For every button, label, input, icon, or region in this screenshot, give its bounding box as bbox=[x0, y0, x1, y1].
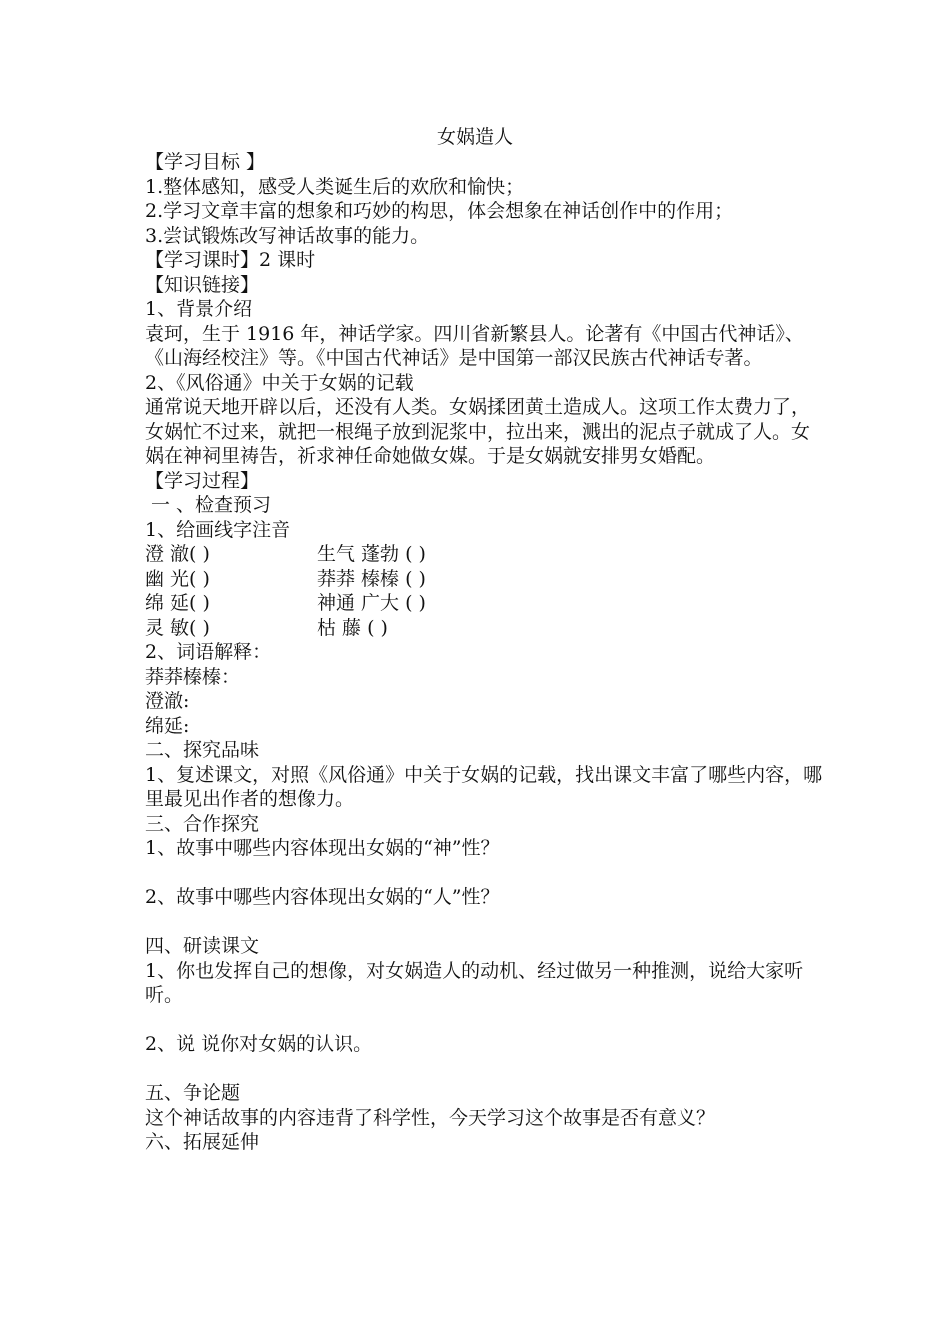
pinyin-question: 1、给画线字注音 bbox=[145, 518, 291, 541]
document-title: 女娲造人 bbox=[436, 126, 513, 148]
section-3-question-1: 1、故事中哪些内容体现出女娲的“神”性？ bbox=[145, 837, 500, 859]
record-title: 2、《风俗通》中关于女娲的记载 bbox=[145, 371, 414, 394]
pinyin-item: 神通 广大 ( ) bbox=[317, 592, 426, 614]
pinyin-item: 幽 光( ) bbox=[145, 567, 210, 590]
section-4-heading: 四、研读课文 bbox=[145, 935, 260, 957]
pinyin-row bbox=[145, 616, 825, 641]
section-5-question: 这个神话故事的内容违背了科学性，今天学习这个故事是否有意义？ bbox=[145, 1106, 716, 1129]
section-2-question: 1、复述课文，对照《风俗通》中关于女娲的记载，找出课文丰富了哪些内容，哪里最见出作者的想像力。 bbox=[145, 763, 823, 810]
answer-space bbox=[145, 861, 825, 886]
goal-item: 1.整体感知，感受人类诞生后的欢欣和愉快； bbox=[145, 175, 525, 198]
process-heading: 【学习过程】 bbox=[145, 469, 260, 492]
knowledge-heading: 【知识链接】 bbox=[145, 273, 260, 296]
goal-item: 3.尝试锻炼改写神话故事的能力。 bbox=[145, 224, 430, 247]
background-title: 1、背景介绍 bbox=[145, 298, 253, 320]
section-5-heading: 五、争论题 bbox=[145, 1082, 241, 1104]
section-3-heading: 三、合作探究 bbox=[145, 812, 260, 835]
pinyin-row bbox=[145, 567, 825, 592]
pinyin-item: 生气 蓬勃 ( ) bbox=[317, 543, 426, 565]
answer-space bbox=[145, 910, 825, 935]
section-4-question-2: 2、说 说你对女娲的认识。 bbox=[145, 1033, 373, 1055]
answer-space bbox=[145, 1008, 825, 1033]
vocab-question: 2、词语解释： bbox=[145, 641, 272, 663]
section-4-question-1: 1、你也发挥自己的想像，对女娲造人的动机、经过做另一种推测，说给大家听听。 bbox=[145, 959, 804, 1006]
record-text: 通常说天地开辟以后，还没有人类。女娲揉团黄土造成人。这项工作太费力了，女娲忙不过来，就把一根绳子放到泥浆中，拉出来，溅出的泥点子就成了人。女娲在神祠里祷告，祈求神任命她做女媒。于是女娲就安排男女婚配。 bbox=[145, 396, 811, 467]
section-1-heading: 一 、检查预习 bbox=[151, 494, 272, 516]
section-3-question-2: 2、故事中哪些内容体现出女娲的“人”性？ bbox=[145, 886, 500, 908]
document-body bbox=[145, 150, 825, 1155]
vocab-term: 绵延: bbox=[145, 714, 190, 737]
pinyin-item: 枯 藤 ( ) bbox=[317, 616, 388, 639]
background-text: 袁珂，生于 1916 年，神话学家。四川省新繁县人。论著有《中国古代神话》、《山海经校注》等。《中国古代神话》是中国第一部汉民族古代神话专著。 bbox=[145, 322, 804, 369]
answer-space bbox=[145, 1057, 825, 1082]
pinyin-item: 澄 澈( ) bbox=[145, 543, 210, 565]
pinyin-row bbox=[145, 591, 825, 616]
goals-heading: 【学习目标 】 bbox=[145, 151, 266, 173]
hours-line: 【学习课时】2 课时 bbox=[145, 249, 316, 271]
section-2-heading: 二、探究品味 bbox=[145, 739, 260, 761]
pinyin-item: 灵 敏( ) bbox=[145, 616, 210, 639]
pinyin-item: 绵 延( ) bbox=[145, 592, 210, 614]
pinyin-row bbox=[145, 542, 825, 567]
pinyin-item: 莽莽 榛榛 ( ) bbox=[317, 567, 426, 590]
goal-item: 2.学习文章丰富的想象和巧妙的构思，体会想象在神话创作中的作用； bbox=[145, 200, 734, 222]
vocab-term: 澄澈: bbox=[145, 690, 190, 712]
section-6-heading: 六、拓展延伸 bbox=[145, 1131, 260, 1153]
vocab-term: 莽莽榛榛： bbox=[145, 665, 241, 688]
